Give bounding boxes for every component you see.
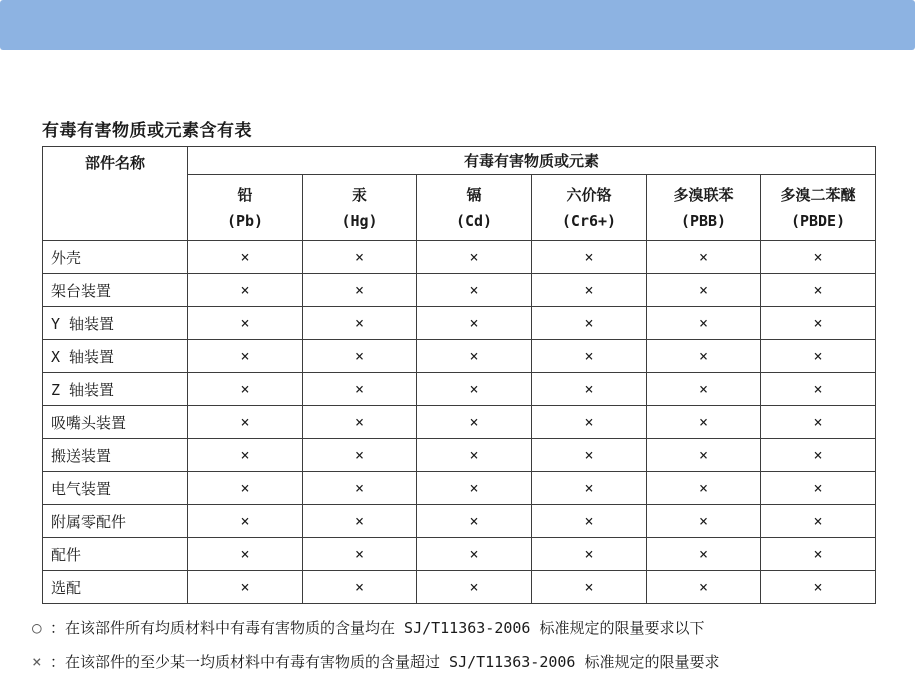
part-name-cell: 选配 <box>43 571 188 604</box>
substance-mark-cell: × <box>532 472 647 505</box>
substance-mark-cell: × <box>417 439 532 472</box>
substance-mark-cell: × <box>647 571 761 604</box>
substance-column-header <box>188 175 303 241</box>
substance-mark-cell: × <box>761 538 876 571</box>
part-name-cell: 外壳 <box>43 241 188 274</box>
substance-mark-cell: × <box>532 439 647 472</box>
substance-mark-cell: × <box>532 241 647 274</box>
substance-mark-cell: × <box>188 241 303 274</box>
legend-symbol: × <box>32 652 42 671</box>
substance-mark-cell: × <box>761 472 876 505</box>
substance-mark-cell: × <box>761 505 876 538</box>
substance-mark-cell: × <box>303 571 417 604</box>
table-row <box>43 472 876 505</box>
page-title: 有毒有害物质或元素含有表 <box>42 121 252 141</box>
substance-mark-cell: × <box>417 538 532 571</box>
legend-text: ：在该部件所有均质材料中有毒有害物质的含量均在 SJ/T11363-2006 标准规定的限量要求以下 <box>50 619 705 637</box>
substance-mark-cell: × <box>532 340 647 373</box>
substance-mark-cell: × <box>532 307 647 340</box>
substance-mark-cell: × <box>417 307 532 340</box>
substance-name: 镉 <box>466 185 482 204</box>
substance-mark-cell: × <box>303 505 417 538</box>
substance-name: 多溴二苯醚 <box>780 185 856 204</box>
table-row <box>43 373 876 406</box>
substance-mark-cell: × <box>188 505 303 538</box>
substance-mark-cell: × <box>417 571 532 604</box>
table-row <box>43 307 876 340</box>
substance-column-header <box>647 175 761 241</box>
table-row <box>43 274 876 307</box>
substance-symbol: (PBDE) <box>790 211 846 230</box>
substance-mark-cell: × <box>303 340 417 373</box>
substance-mark-cell: × <box>303 472 417 505</box>
part-name-cell: Y 轴装置 <box>43 307 188 340</box>
part-name-cell: 附属零配件 <box>43 505 188 538</box>
substance-name: 汞 <box>351 185 367 204</box>
table-row <box>43 505 876 538</box>
substance-symbol: (Hg) <box>341 211 378 230</box>
legend-line <box>32 617 720 639</box>
substance-mark-cell: × <box>761 274 876 307</box>
substance-mark-cell: × <box>647 439 761 472</box>
part-name-cell: 搬送装置 <box>43 439 188 472</box>
substance-mark-cell: × <box>303 373 417 406</box>
hazardous-substances-table <box>42 146 876 604</box>
substance-mark-cell: × <box>417 406 532 439</box>
table-row <box>43 439 876 472</box>
table-header-row-group <box>43 147 876 175</box>
substance-symbol: (Cr6+) <box>561 211 617 230</box>
substance-mark-cell: × <box>417 340 532 373</box>
substance-mark-cell: × <box>303 439 417 472</box>
part-name-cell: 配件 <box>43 538 188 571</box>
part-name-cell: 电气装置 <box>43 472 188 505</box>
substance-mark-cell: × <box>303 406 417 439</box>
substance-mark-cell: × <box>647 505 761 538</box>
legend-line <box>32 651 720 673</box>
substance-mark-cell: × <box>188 406 303 439</box>
substance-mark-cell: × <box>303 241 417 274</box>
substance-mark-cell: × <box>761 406 876 439</box>
table-row <box>43 538 876 571</box>
substance-mark-cell: × <box>647 538 761 571</box>
substance-mark-cell: × <box>188 307 303 340</box>
substance-mark-cell: × <box>761 571 876 604</box>
substance-name: 六价铬 <box>566 185 612 204</box>
table-row <box>43 571 876 604</box>
substance-mark-cell: × <box>647 406 761 439</box>
substance-mark-cell: × <box>303 538 417 571</box>
table-row <box>43 340 876 373</box>
substance-mark-cell: × <box>188 439 303 472</box>
substance-mark-cell: × <box>417 373 532 406</box>
legend-notes <box>32 617 720 685</box>
substance-mark-cell: × <box>532 373 647 406</box>
substance-column-header <box>417 175 532 241</box>
substance-symbol: (Pb) <box>226 211 264 230</box>
substance-mark-cell: × <box>417 472 532 505</box>
substance-mark-cell: × <box>532 406 647 439</box>
substance-mark-cell: × <box>761 307 876 340</box>
part-name-cell: Z 轴装置 <box>43 373 188 406</box>
substance-mark-cell: × <box>761 439 876 472</box>
substance-symbol: (PBB) <box>680 211 727 230</box>
legend-text: ：在该部件的至少某一均质材料中有毒有害物质的含量超过 SJ/T11363-2006 标准规定的限量要求 <box>50 653 720 671</box>
top-banner <box>0 0 915 50</box>
substance-mark-cell: × <box>532 505 647 538</box>
substance-mark-cell: × <box>647 373 761 406</box>
substance-mark-cell: × <box>303 274 417 307</box>
substance-mark-cell: × <box>417 274 532 307</box>
substance-mark-cell: × <box>647 241 761 274</box>
substance-mark-cell: × <box>761 340 876 373</box>
substance-mark-cell: × <box>188 340 303 373</box>
substance-mark-cell: × <box>647 340 761 373</box>
substance-mark-cell: × <box>761 373 876 406</box>
substance-mark-cell: × <box>532 538 647 571</box>
substance-mark-cell: × <box>647 307 761 340</box>
part-name-cell: 架台装置 <box>43 274 188 307</box>
substance-mark-cell: × <box>303 307 417 340</box>
substance-mark-cell: × <box>417 505 532 538</box>
part-name-header: 部件名称 <box>43 147 188 241</box>
substance-column-header <box>303 175 417 241</box>
substance-mark-cell: × <box>532 571 647 604</box>
substance-name: 多溴联苯 <box>673 185 734 204</box>
substance-symbol: (Cd) <box>455 211 493 230</box>
part-name-cell: 吸嘴头装置 <box>43 406 188 439</box>
substance-mark-cell: × <box>647 472 761 505</box>
table-row <box>43 406 876 439</box>
legend-symbol: ○ <box>32 618 42 637</box>
substance-mark-cell: × <box>761 241 876 274</box>
part-name-cell: X 轴装置 <box>43 340 188 373</box>
substances-group-header: 有毒有害物质或元素 <box>188 147 876 175</box>
substance-mark-cell: × <box>532 274 647 307</box>
table-row <box>43 241 876 274</box>
substance-mark-cell: × <box>188 373 303 406</box>
substance-mark-cell: × <box>417 241 532 274</box>
substance-mark-cell: × <box>647 274 761 307</box>
substance-name: 铅 <box>237 185 253 204</box>
substance-column-header <box>532 175 647 241</box>
substance-mark-cell: × <box>188 472 303 505</box>
substance-mark-cell: × <box>188 571 303 604</box>
substance-mark-cell: × <box>188 274 303 307</box>
substance-mark-cell: × <box>188 538 303 571</box>
substance-column-header <box>761 175 876 241</box>
